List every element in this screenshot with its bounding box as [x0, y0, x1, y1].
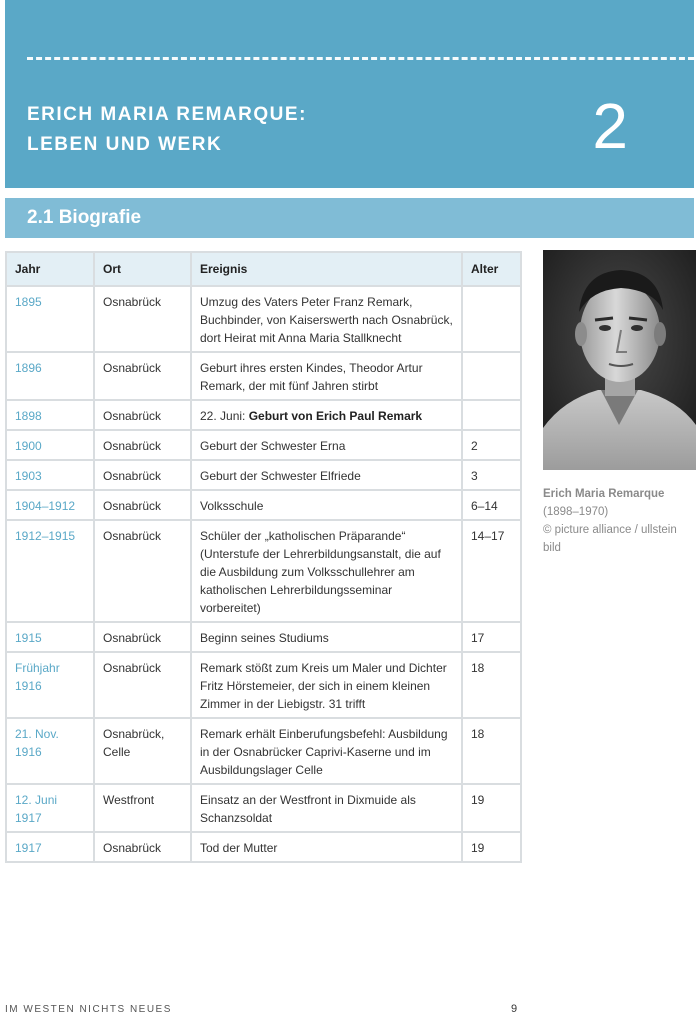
event-text: Einsatz an der Westfront in Dixmuide als Schanzsoldat	[200, 793, 416, 825]
cell-place: Osnabrück	[94, 352, 191, 400]
cell-age: 6–14	[462, 490, 521, 520]
cell-age: 17	[462, 622, 521, 652]
table-row	[6, 622, 521, 652]
section-title: 2.1 Biografie	[27, 207, 142, 228]
event-text: Geburt der Schwester Erna	[200, 439, 346, 453]
cell-event	[191, 352, 462, 400]
cell-year: 1900	[6, 430, 94, 460]
footer-book-title: IM WESTEN NICHTS NEUES	[5, 1004, 172, 1015]
cell-place: Osnabrück	[94, 460, 191, 490]
table-row	[6, 784, 521, 832]
caption-name: Erich Maria Remarque	[543, 488, 665, 500]
cell-year: 1903	[6, 460, 94, 490]
cell-year: 21. Nov. 1916	[6, 718, 94, 784]
footer-page-number: 9	[511, 1003, 518, 1015]
dashed-divider	[27, 57, 694, 60]
cell-place: Osnabrück	[94, 622, 191, 652]
cell-year: 1896	[6, 352, 94, 400]
biography-table	[5, 251, 522, 863]
author-portrait-photo	[543, 250, 696, 470]
event-text-bold: Geburt von Erich Paul Remark	[248, 409, 423, 423]
event-text: Schüler der „katholischen Präparande“ (Unterstufe der Lehrerbildungsanstalt, die auf die Ausbildung zum Volksschullehrer am katholischen Lehrerbildungsseminar vorbereitet)	[200, 529, 441, 615]
cell-event	[191, 490, 462, 520]
cell-year: 1898	[6, 400, 94, 430]
event-text: Tod der Mutter	[200, 841, 278, 855]
table-row	[6, 286, 521, 352]
event-text: Remark erhält Einberufungsbefehl: Ausbildung in der Osnabrücker Caprivi-Kaserne und im Ausbildungslager Celle	[200, 727, 448, 777]
event-text: Volksschule	[200, 499, 264, 513]
cell-place: Osnabrück	[94, 520, 191, 622]
cell-place: Osnabrück	[94, 286, 191, 352]
cell-age: 3	[462, 460, 521, 490]
column-header-age: Alter	[462, 252, 521, 286]
portrait-image	[543, 250, 696, 470]
cell-event	[191, 430, 462, 460]
section-bar	[5, 198, 694, 238]
cell-event	[191, 718, 462, 784]
cell-place: Westfront	[94, 784, 191, 832]
table-row	[6, 430, 521, 460]
cell-age: 19	[462, 832, 521, 862]
cell-event	[191, 622, 462, 652]
column-header-place: Ort	[94, 252, 191, 286]
cell-place: Osnabrück	[94, 400, 191, 430]
event-text: Umzug des Vaters Peter Franz Remark, Buchbinder, von Kaiserswerth nach Osnabrück, dort Heirat mit Anna Maria Stallknecht	[200, 295, 453, 345]
chapter-title-line1: ERICH MARIA REMARQUE:	[27, 104, 307, 125]
cell-age: 18	[462, 718, 521, 784]
table-row	[6, 400, 521, 430]
chapter-header	[5, 0, 694, 188]
event-text: 22. Juni:	[200, 409, 249, 423]
table-row	[6, 490, 521, 520]
column-header-year: Jahr	[6, 252, 94, 286]
cell-place: Osnabrück	[94, 652, 191, 718]
cell-year: 1895	[6, 286, 94, 352]
cell-year: 1915	[6, 622, 94, 652]
cell-event	[191, 784, 462, 832]
table-row	[6, 652, 521, 718]
cell-age	[462, 352, 521, 400]
photo-caption	[543, 485, 693, 557]
cell-year: 12. Juni 1917	[6, 784, 94, 832]
table-row	[6, 460, 521, 490]
cell-event	[191, 832, 462, 862]
chapter-number: 2	[592, 90, 628, 162]
column-header-event: Ereignis	[191, 252, 462, 286]
cell-year: 1917	[6, 832, 94, 862]
table-row	[6, 352, 521, 400]
table-header-row	[6, 252, 521, 286]
cell-event	[191, 652, 462, 718]
cell-event	[191, 460, 462, 490]
chapter-title	[27, 100, 307, 160]
cell-place: Osnabrück	[94, 490, 191, 520]
cell-age: 2	[462, 430, 521, 460]
table-row	[6, 520, 521, 622]
cell-event	[191, 520, 462, 622]
cell-year: Frühjahr 1916	[6, 652, 94, 718]
event-text: Geburt ihres ersten Kindes, Theodor Artur Remark, der mit fünf Jahren stirbt	[200, 361, 423, 393]
event-text: Beginn seines Studiums	[200, 631, 329, 645]
cell-year: 1904–1912	[6, 490, 94, 520]
cell-place: Osnabrück	[94, 832, 191, 862]
cell-event	[191, 286, 462, 352]
table-row	[6, 832, 521, 862]
cell-year: 1912–1915	[6, 520, 94, 622]
event-text: Remark stößt zum Kreis um Maler und Dichter Fritz Hörstemeier, der sich in einem kleinen Zimmer in der Liebigstr. 31 trifft	[200, 661, 447, 711]
cell-event	[191, 400, 462, 430]
cell-age	[462, 400, 521, 430]
caption-credit: © picture alliance / ullstein bild	[543, 524, 677, 554]
cell-place: Osnabrück	[94, 430, 191, 460]
cell-age: 19	[462, 784, 521, 832]
chapter-title-line2: LEBEN UND WERK	[27, 134, 223, 155]
cell-age	[462, 286, 521, 352]
cell-place: Osnabrück, Celle	[94, 718, 191, 784]
caption-years: (1898–1970)	[543, 506, 609, 518]
cell-age: 14–17	[462, 520, 521, 622]
cell-age: 18	[462, 652, 521, 718]
table-row	[6, 718, 521, 784]
event-text: Geburt der Schwester Elfriede	[200, 469, 361, 483]
